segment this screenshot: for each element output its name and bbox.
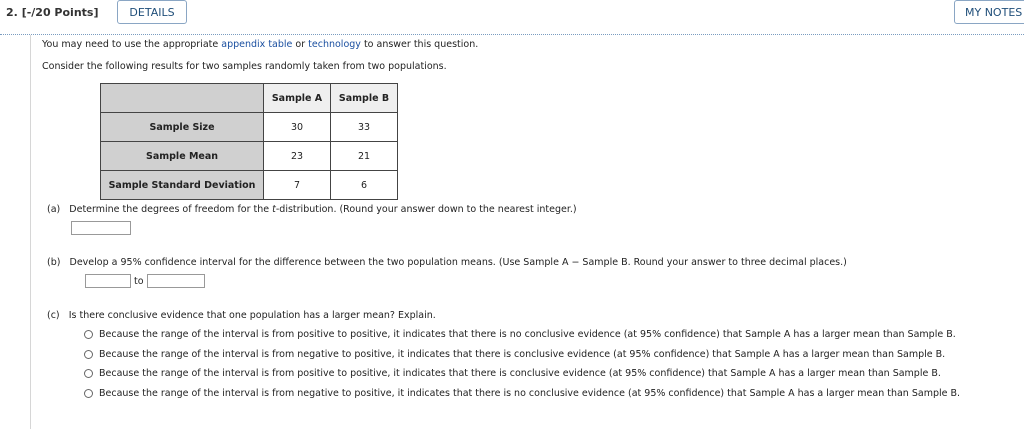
cell-sample-size-b: 33 [331, 113, 398, 142]
table-row [101, 171, 398, 200]
part-b-label: (b) [47, 257, 61, 268]
option-2-text: Because the range of the interval is from negative to positive, it indicates that there is conclusive evidence (at 95% confidence) that Sample A has a larger mean than Sample B. [99, 348, 946, 360]
part-c-question [47, 310, 436, 321]
option-3-text: Because the range of the interval is from positive to positive, it indicates that there is conclusive evidence (at 95% confidence) that Sample A has a larger mean than Sample B. [99, 367, 941, 379]
row-label-sample-mean: Sample Mean [101, 142, 264, 171]
part-a-question [47, 204, 577, 215]
column-header-sample-a: Sample A [264, 84, 331, 113]
part-a-italic-t: t [272, 204, 276, 215]
part-a-label: (a) [47, 204, 61, 215]
intro-text [42, 39, 478, 50]
cell-sample-size-a: 30 [264, 113, 331, 142]
row-label-sample-std-dev: Sample Standard Deviation [101, 171, 264, 200]
my-notes-button[interactable]: MY NOTES [954, 0, 1024, 24]
radio-button[interactable] [84, 350, 93, 359]
intro-prefix: You may need to use the appropriate [42, 39, 222, 50]
part-a-text-after: -distribution. (Round your answer down to the nearest integer.) [275, 204, 577, 215]
part-b-question [47, 257, 847, 268]
prompt-text: Consider the following results for two samples randomly taken from two populations. [42, 61, 447, 72]
table-corner [101, 84, 264, 113]
details-button[interactable]: DETAILS [117, 0, 187, 24]
question-header [0, 0, 1024, 28]
intro-middle: or [292, 39, 309, 50]
option-1-text: Because the range of the interval is from positive to positive, it indicates that there is no conclusive evidence (at 95% confidence) that Sample A has a larger mean than Sample B. [99, 328, 956, 340]
question-number [6, 6, 99, 19]
cell-sample-mean-b: 21 [331, 142, 398, 171]
to-label: to [134, 276, 144, 287]
part-a-text-before: Determine the degrees of freedom for the [69, 204, 273, 215]
option-2[interactable] [84, 347, 945, 361]
table-row [101, 142, 398, 171]
technology-link[interactable]: technology [308, 39, 361, 50]
header-divider [0, 34, 1024, 35]
table-row [101, 113, 398, 142]
option-4[interactable] [84, 386, 960, 400]
table-header-row [101, 84, 398, 113]
left-margin-rule [30, 35, 31, 429]
ci-upper-input[interactable] [147, 274, 205, 288]
option-3[interactable] [84, 366, 941, 380]
radio-button[interactable] [84, 389, 93, 398]
degrees-of-freedom-input[interactable] [71, 221, 131, 235]
cell-sample-std-dev-b: 6 [331, 171, 398, 200]
option-4-text: Because the range of the interval is from negative to positive, it indicates that there is no conclusive evidence (at 95% confidence) that Sample A has a larger mean than Sample B. [99, 387, 961, 399]
radio-button[interactable] [84, 369, 93, 378]
row-label-sample-size: Sample Size [101, 113, 264, 142]
column-header-sample-b: Sample B [331, 84, 398, 113]
intro-suffix: to answer this question. [360, 39, 479, 50]
part-c-text: Is there conclusive evidence that one population has a larger mean? Explain. [68, 310, 436, 321]
option-1[interactable] [84, 327, 956, 341]
radio-button[interactable] [84, 330, 93, 339]
part-c-label: (c) [47, 310, 60, 321]
question-number-text: 2. [6, 6, 18, 19]
sample-data-table [100, 83, 398, 200]
cell-sample-mean-a: 23 [264, 142, 331, 171]
part-b-text: Develop a 95% confidence interval for the difference between the two population means. (Use Sample A − Sample B. Round your answer to three decimal places.) [69, 257, 847, 268]
cell-sample-std-dev-a: 7 [264, 171, 331, 200]
ci-lower-input[interactable] [85, 274, 131, 288]
points-label: [-/20 Points] [21, 6, 99, 19]
appendix-table-link[interactable]: appendix table [221, 39, 293, 50]
